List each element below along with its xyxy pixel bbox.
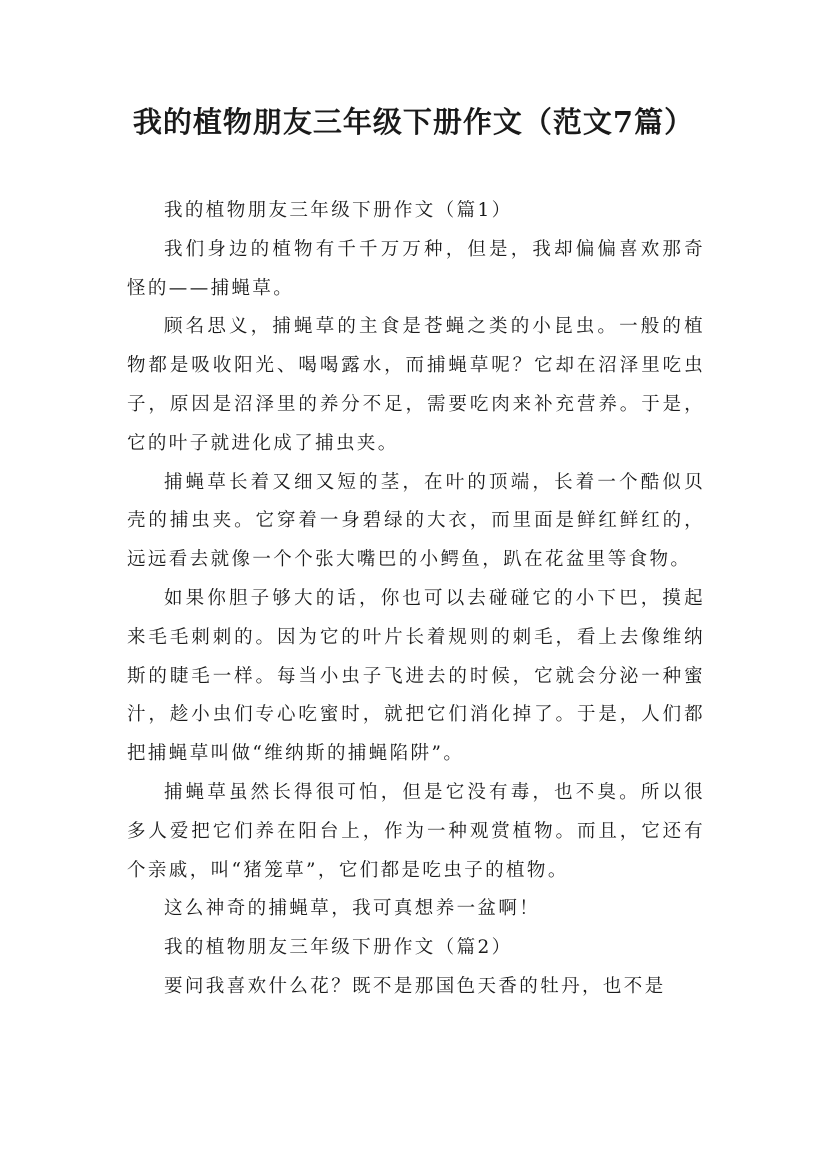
paragraph: 顾名思义，捕蝇草的主食是苍蝇之类的小昆虫。一般的植物都是吸收阳光、喝喝露水，而捕蝇草呢？它却在沼泽里吃虫子，原因是沼泽里的养分不足，需要吃肉来补充营养。于是，它的叶子就进化成了捕虫夹。 <box>127 316 705 454</box>
paragraph: 如果你胆子够大的话，你也可以去碰碰它的小下巴，摸起来毛毛刺刺的。因为它的叶片长着规则的刺毛，看上去像维纳斯的睫毛一样。每当小虫子飞进去的时候，它就会分泌一种蜜汁，趁小虫们专心吃蜜时，就把它们消化掉了。于是，人们都把捕蝇草叫做“维纳斯的捕蝇陷阱”。 <box>127 587 705 765</box>
section-heading-1: 我的植物朋友三年级下册作文（篇1） <box>164 200 513 221</box>
document-title: 我的植物朋友三年级下册作文（范文7篇） <box>132 105 695 139</box>
paragraph: 捕蝇草长着又细又短的茎，在叶的顶端，长着一个酷似贝壳的捕虫夹。它穿着一身碧绿的大衣，而里面是鲜红鲜红的，远远看去就像一个个张大嘴巴的小鳄鱼，趴在花盆里等食物。 <box>127 471 705 571</box>
paragraph: 这么神奇的捕蝇草，我可真想养一盆啊！ <box>164 898 541 920</box>
document-body <box>127 192 705 1007</box>
paragraph: 我们身边的植物有千千万万种，但是，我却偏偏喜欢那奇怪的——捕蝇草。 <box>127 238 705 299</box>
paragraph: 捕蝇草虽然长得很可怕，但是它没有毒，也不臭。所以很多人爱把它们养在阳台上，作为一种观赏植物。而且，它还有个亲戚，叫“猪笼草”，它们都是吃虫子的植物。 <box>127 781 705 881</box>
paragraph: 要问我喜欢什么花？既不是那国色天香的牡丹，也不是 <box>164 975 666 997</box>
section-heading-2: 我的植物朋友三年级下册作文（篇2） <box>164 937 513 959</box>
